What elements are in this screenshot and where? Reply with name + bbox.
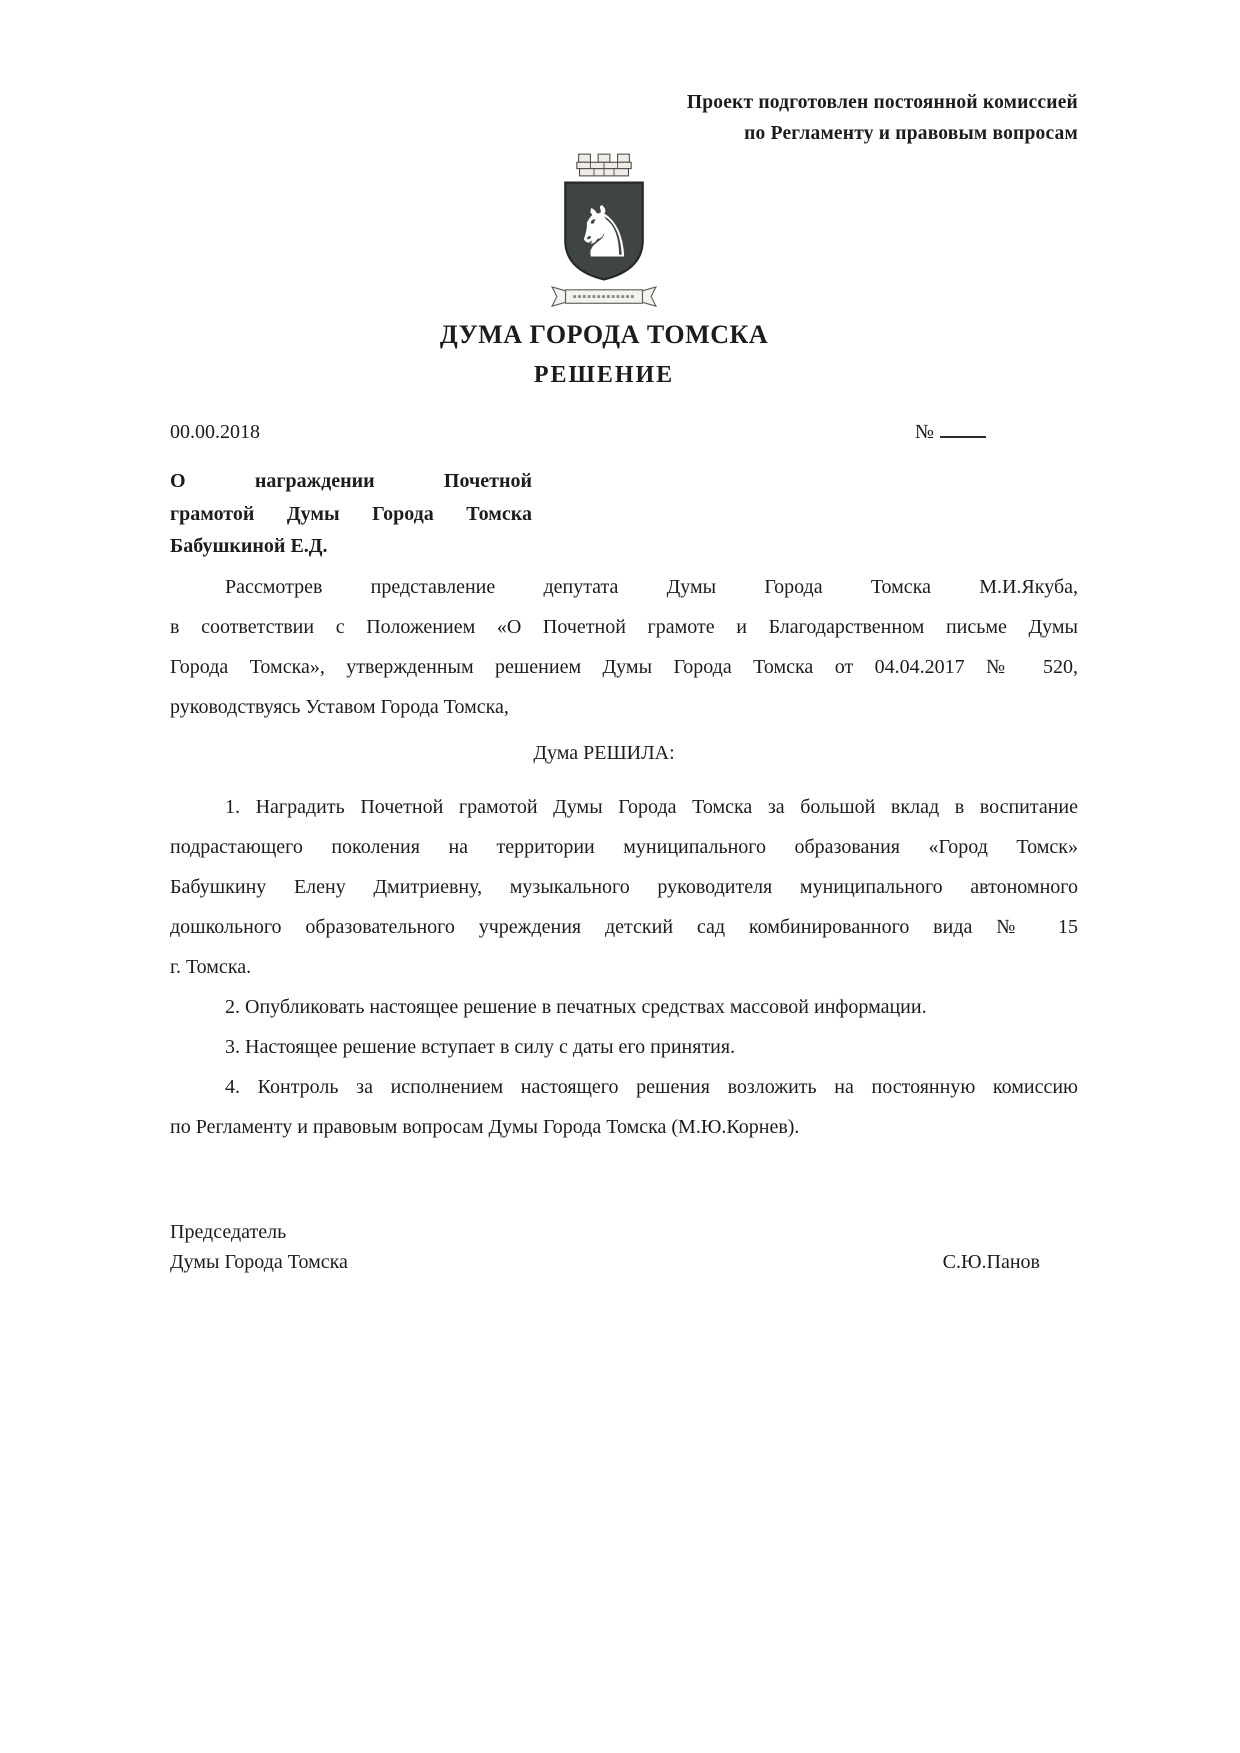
intro-paragraph	[170, 567, 1078, 727]
subject-line-1: О награждении Почетной	[170, 470, 532, 492]
signer-name: С.Ю.Панов	[942, 1250, 1040, 1273]
meta-row	[170, 419, 1078, 445]
document-date: 00.00.2018	[170, 421, 260, 443]
organization-title: ДУМА ГОРОДА ТОМСКА	[439, 320, 769, 349]
shield-icon	[560, 179, 648, 283]
prepared-by-line-1: Проект подготовлен постоянной комиссией	[686, 92, 1078, 113]
prepared-by-note	[170, 0, 1078, 149]
signer-position-line-2: Думы Города Томска	[170, 1250, 348, 1273]
signer-position-line-1: Председатель	[170, 1220, 287, 1243]
subject-line-2: грамотой Думы Города Томска	[170, 502, 532, 525]
signer-position	[170, 1217, 348, 1277]
mural-crown-icon	[575, 153, 633, 177]
letterhead	[150, 149, 1058, 389]
document-number-field	[915, 419, 986, 445]
motto-ribbon-icon	[550, 285, 658, 310]
resolution-heading: Дума РЕШИЛА:	[533, 741, 675, 764]
horse-icon: ♞	[572, 191, 636, 274]
intro-line-3: Города Томска», утвержденным решением Думы Города Томска от 04.04.2017 № 520,	[170, 655, 1078, 678]
tomsk-coat-of-arms	[550, 153, 658, 310]
resolution-item-3: 3. Настоящее решение вступает в силу с даты его принятия.	[225, 1035, 736, 1058]
item-1-line-5: г. Томска.	[170, 955, 252, 978]
item-1-line-2: подрастающего поколения на территории муниципального образования «Город Томск»	[170, 835, 1078, 858]
intro-line-1: Рассмотрев представление депутата Думы Города Томска М.И.Якуба,	[225, 575, 1078, 598]
resolution-item-1	[170, 787, 1078, 987]
resolution-item-4	[170, 1067, 1078, 1147]
number-blank-line	[940, 424, 986, 438]
number-sign: №	[914, 421, 934, 443]
subject-line-3: Бабушкиной Е.Д.	[170, 535, 328, 557]
item-4-line-1: 4. Контроль за исполнением настоящего решения возложить на постоянную комиссию	[225, 1075, 1078, 1098]
intro-line-2: в соответствии с Положением «О Почетной грамоте и Благодарственном письме Думы	[170, 615, 1078, 638]
item-4-line-2: по Регламенту и правовым вопросам Думы Города Томска (М.Ю.Корнев).	[170, 1115, 800, 1138]
subject-block	[170, 465, 532, 563]
item-1-line-3: Бабушкину Елену Дмитриевну, музыкального руководителя муниципального автономного	[170, 875, 1078, 898]
signature-block	[170, 1217, 1078, 1277]
item-1-line-4: дошкольного образовательного учреждения детский сад комбинированного вида № 15	[170, 915, 1078, 938]
item-1-line-1: 1. Наградить Почетной грамотой Думы Города Томска за большой вклад в воспитание	[225, 795, 1078, 818]
intro-line-4: руководствуясь Уставом Города Томска,	[170, 695, 509, 718]
document-type-title: РЕШЕНИЕ	[533, 362, 675, 388]
prepared-by-line-2: по Регламенту и правовым вопросам	[744, 122, 1078, 144]
resolution-item-2: 2. Опубликовать настоящее решение в печатных средствах массовой информации.	[225, 995, 927, 1018]
